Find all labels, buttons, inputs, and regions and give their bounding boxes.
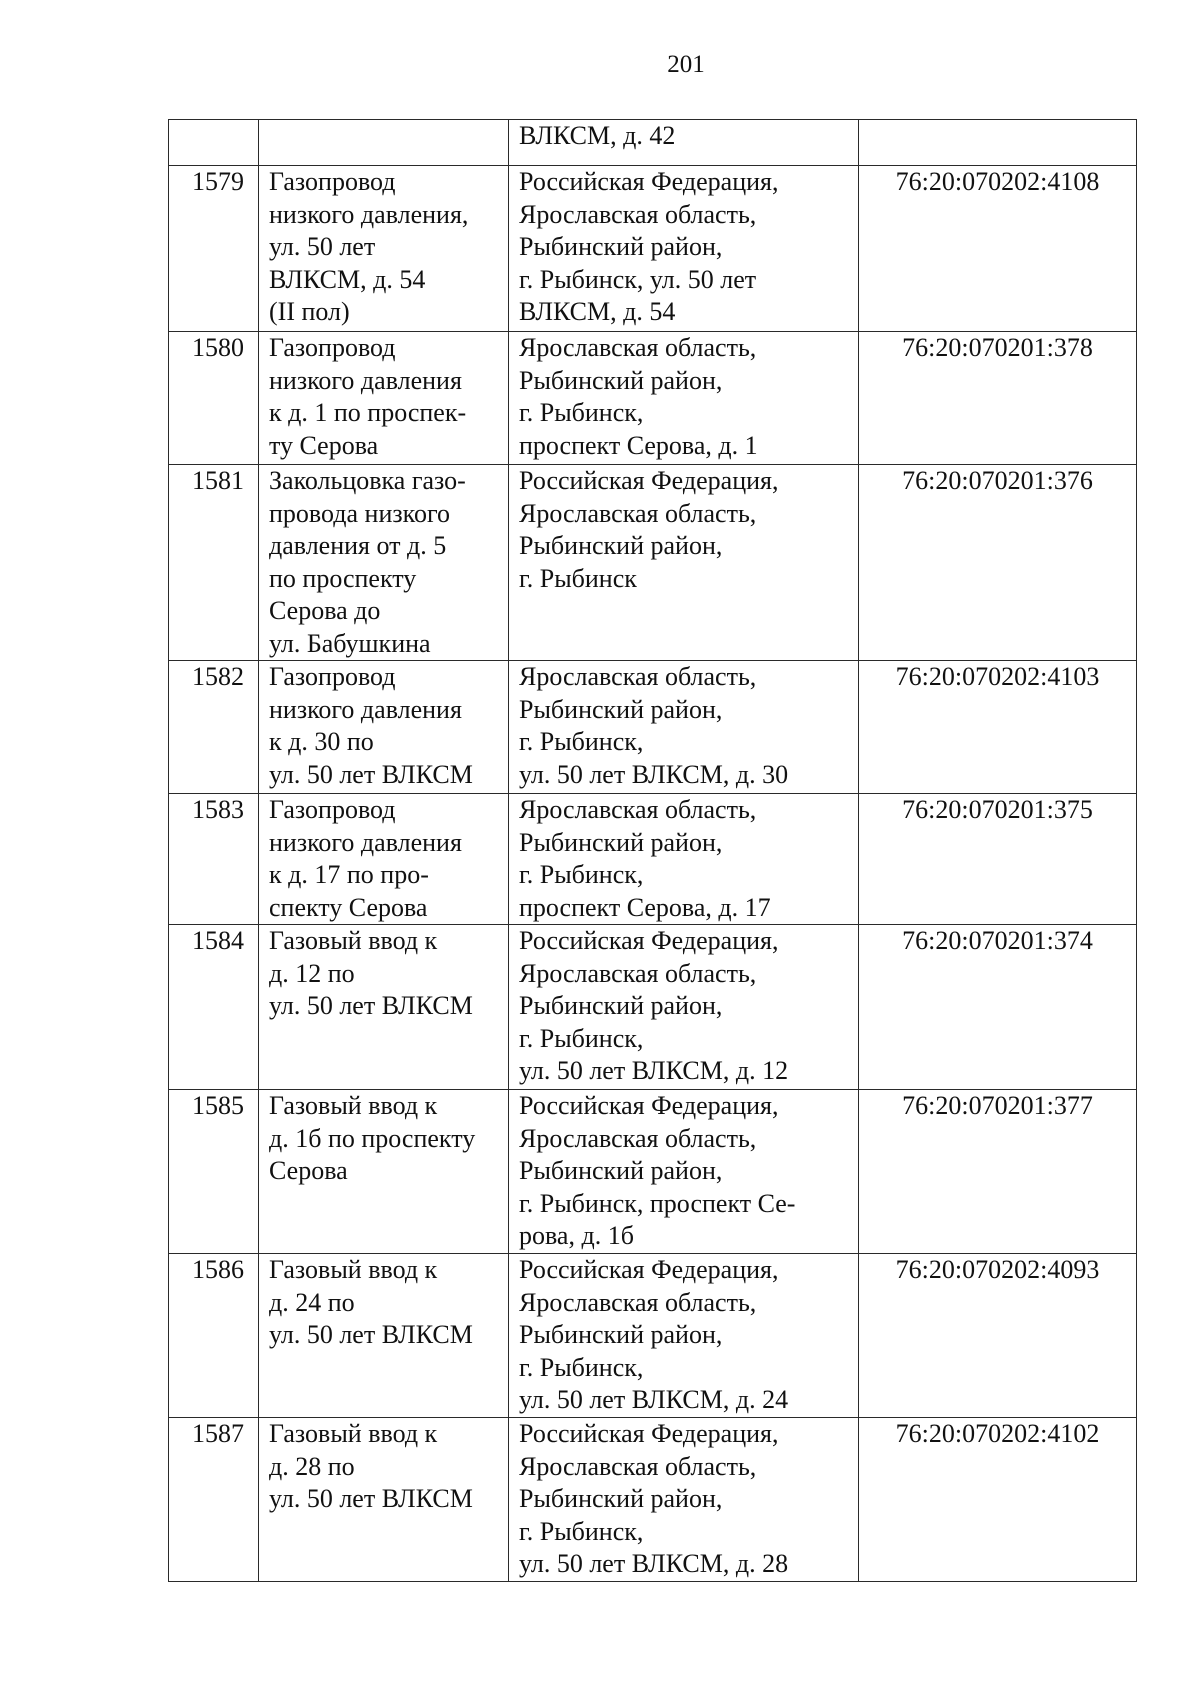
object-name-cell xyxy=(259,1418,509,1582)
address-line: Рыбинский район, xyxy=(519,991,723,1020)
address-line: Рыбинский район, xyxy=(519,232,723,261)
address-cell xyxy=(509,794,859,925)
object-name-cell xyxy=(259,1090,509,1254)
name-line: Газовый ввод к xyxy=(269,1255,438,1284)
address-line: Российская Федерация, xyxy=(519,1255,779,1284)
name-line: Газопровод xyxy=(269,333,396,362)
table-row xyxy=(169,465,1137,661)
address-cell xyxy=(509,1254,859,1418)
row-number-cell xyxy=(169,120,259,166)
cadastral-number-cell: 76:20:070202:4102 xyxy=(859,1418,1137,1582)
table-row xyxy=(169,166,1137,332)
registry-table xyxy=(168,119,1137,1582)
name-line: низкого давления xyxy=(269,694,462,724)
address-line: г. Рыбинск xyxy=(519,563,637,593)
address-line: ул. 50 лет ВЛКСМ, д. 30 xyxy=(519,759,789,789)
cadastral-number-cell: 76:20:070201:374 xyxy=(859,925,1137,1090)
object-name-cell xyxy=(259,1254,509,1418)
name-line: Газопровод xyxy=(269,795,396,824)
address-line: г. Рыбинск, проспект Се- xyxy=(519,1188,796,1218)
name-line: Газовый ввод к xyxy=(269,1419,438,1448)
name-line: ул. Бабушкина xyxy=(269,628,431,658)
address-line: рова, д. 1б xyxy=(519,1221,634,1250)
name-line: к д. 17 по про- xyxy=(269,860,429,889)
continuation-row xyxy=(169,120,1137,166)
object-name-cell xyxy=(259,166,509,332)
address-line: г. Рыбинск, xyxy=(519,1516,644,1546)
address-line: ул. 50 лет ВЛКСМ, д. 12 xyxy=(519,1056,789,1085)
address-cell xyxy=(509,925,859,1090)
name-line: Газопровод xyxy=(269,167,396,196)
address-line: Ярославская область, xyxy=(519,199,757,229)
object-name-cell xyxy=(259,925,509,1090)
address-line: Российская Федерация, xyxy=(519,1091,779,1120)
name-line: ту Серова xyxy=(269,430,379,460)
address-line: г. Рыбинск, xyxy=(519,1023,644,1053)
address-line: ул. 50 лет ВЛКСМ, д. 28 xyxy=(519,1549,789,1578)
name-line: низкого давления xyxy=(269,827,462,857)
address-line: Ярославская область, xyxy=(519,958,757,988)
name-line: ВЛКСМ, д. 54 xyxy=(269,264,426,294)
cadastral-number-cell xyxy=(859,120,1137,166)
address-line: проспект Серова, д. 17 xyxy=(519,892,771,922)
address-line: Ярославская область, xyxy=(519,662,757,691)
object-name-cell xyxy=(259,661,509,794)
cadastral-number-cell: 76:20:070201:375 xyxy=(859,794,1137,925)
table-row xyxy=(169,1090,1137,1254)
cadastral-number-cell: 76:20:070201:376 xyxy=(859,465,1137,661)
address-cell xyxy=(509,465,859,661)
name-line: низкого давления xyxy=(269,365,462,395)
table-row xyxy=(169,661,1137,794)
table-row xyxy=(169,1254,1137,1418)
name-line: к д. 30 по xyxy=(269,727,374,756)
name-line: д. 24 по xyxy=(269,1287,355,1317)
address-line: г. Рыбинск, xyxy=(519,1352,644,1382)
table-row xyxy=(169,332,1137,465)
address-cell xyxy=(509,332,859,465)
address-line: г. Рыбинск, xyxy=(519,860,644,889)
address-line: Рыбинский район, xyxy=(519,1320,723,1349)
name-line: Газовый ввод к xyxy=(269,926,438,955)
address-cell xyxy=(509,661,859,794)
address-line: Рыбинский район, xyxy=(519,1484,723,1513)
cadastral-number-cell: 76:20:070201:378 xyxy=(859,332,1137,465)
cadastral-number-cell: 76:20:070202:4108 xyxy=(859,166,1137,332)
name-line: (II пол) xyxy=(269,297,350,326)
address-line: Рыбинский район, xyxy=(519,694,723,724)
address-line: Ярославская область, xyxy=(519,333,757,362)
address-line: Рыбинский район, xyxy=(519,531,723,560)
address-line: Рыбинский район, xyxy=(519,1156,723,1185)
object-name-cell xyxy=(259,120,509,166)
address-line: г. Рыбинск, ул. 50 лет xyxy=(519,264,757,294)
address-cell xyxy=(509,166,859,332)
object-name-cell xyxy=(259,794,509,925)
cadastral-number-cell: 76:20:070202:4093 xyxy=(859,1254,1137,1418)
address-line: Российская Федерация, xyxy=(519,466,779,495)
address-line: Ярославская область, xyxy=(519,1451,757,1481)
row-number-cell: 1582 xyxy=(169,661,259,794)
table-row xyxy=(169,1418,1137,1582)
address-line: Ярославская область, xyxy=(519,1123,757,1153)
name-line: провода низкого xyxy=(269,498,450,528)
address-line: Российская Федерация, xyxy=(519,167,779,196)
row-number-cell: 1586 xyxy=(169,1254,259,1418)
address-cell xyxy=(509,1090,859,1254)
name-line: д. 1б по проспекту xyxy=(269,1123,476,1153)
row-number-cell: 1580 xyxy=(169,332,259,465)
name-line: к д. 1 по проспек- xyxy=(269,398,467,427)
object-name-cell xyxy=(259,332,509,465)
address-line: Ярославская область, xyxy=(519,498,757,528)
name-line: д. 28 по xyxy=(269,1451,355,1481)
table-row xyxy=(169,794,1137,925)
name-line: давления от д. 5 xyxy=(269,531,447,560)
address-cell xyxy=(509,1418,859,1582)
row-number-cell: 1583 xyxy=(169,794,259,925)
address-line: Российская Федерация, xyxy=(519,926,779,955)
row-number-cell: 1587 xyxy=(169,1418,259,1582)
address-line: ВЛКСМ, д. 54 xyxy=(519,297,676,326)
address-line: Российская Федерация, xyxy=(519,1419,779,1448)
name-line: ул. 50 лет ВЛКСМ xyxy=(269,991,473,1020)
name-line: ул. 50 лет ВЛКСМ xyxy=(269,1484,473,1513)
name-line: спекту Серова xyxy=(269,892,428,922)
object-name-cell xyxy=(259,465,509,661)
address-line: г. Рыбинск, xyxy=(519,727,644,756)
name-line: ул. 50 лет ВЛКСМ xyxy=(269,1320,473,1349)
page-number: 201 xyxy=(667,51,705,78)
name-line: низкого давления, xyxy=(269,199,469,229)
row-number-cell: 1581 xyxy=(169,465,259,661)
table-row xyxy=(169,925,1137,1090)
name-line: Серова xyxy=(269,1156,348,1185)
address-line: г. Рыбинск, xyxy=(519,398,644,427)
address-line: Ярославская область, xyxy=(519,795,757,824)
address-line: ул. 50 лет ВЛКСМ, д. 24 xyxy=(519,1385,789,1414)
address-line: Ярославская область, xyxy=(519,1287,757,1317)
name-line: Закольцовка газо- xyxy=(269,466,466,495)
registry-table-body xyxy=(169,120,1137,1582)
cadastral-number-cell: 76:20:070201:377 xyxy=(859,1090,1137,1254)
cadastral-number-cell: 76:20:070202:4103 xyxy=(859,661,1137,794)
name-line: Серова до xyxy=(269,596,381,625)
address-line: Рыбинский район, xyxy=(519,365,723,395)
name-line: ул. 50 лет xyxy=(269,232,376,261)
address-line: Рыбинский район, xyxy=(519,827,723,857)
name-line: Газопровод xyxy=(269,662,396,691)
address-cell xyxy=(509,120,859,166)
name-line: ул. 50 лет ВЛКСМ xyxy=(269,759,473,789)
name-line: по проспекту xyxy=(269,563,417,593)
address-line: ВЛКСМ, д. 42 xyxy=(519,121,676,150)
name-line: Газовый ввод к xyxy=(269,1091,438,1120)
row-number-cell: 1579 xyxy=(169,166,259,332)
name-line: д. 12 по xyxy=(269,958,355,988)
row-number-cell: 1585 xyxy=(169,1090,259,1254)
address-line: проспект Серова, д. 1 xyxy=(519,430,758,460)
row-number-cell: 1584 xyxy=(169,925,259,1090)
